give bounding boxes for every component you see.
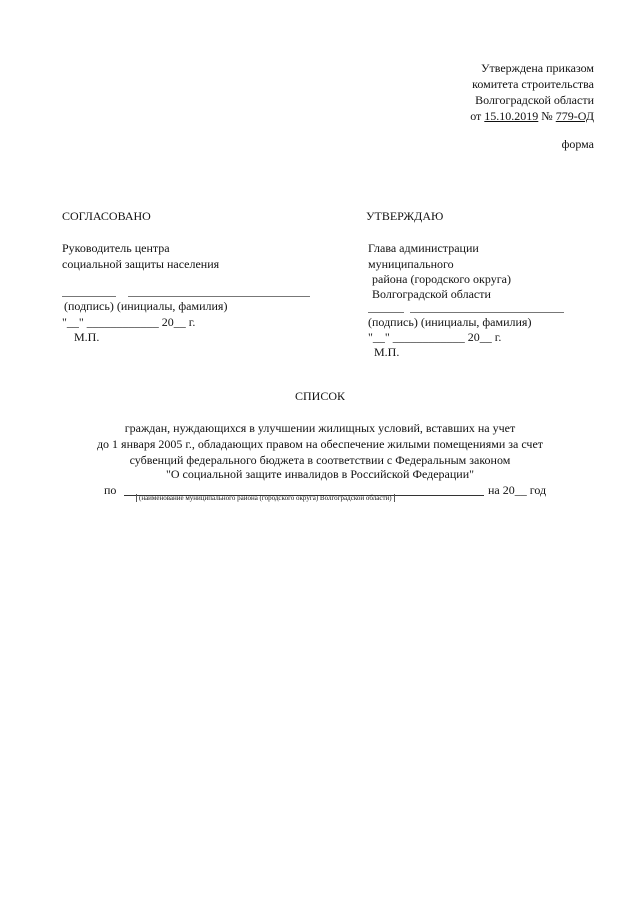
order-number: 779-ОД bbox=[555, 109, 594, 123]
approve-title: УТВЕРЖДАЮ bbox=[366, 209, 444, 223]
year-label: на 20__ год bbox=[488, 483, 547, 497]
approve-date-line: "__" ____________ 20__ г. bbox=[368, 330, 502, 344]
form-label: форма bbox=[561, 137, 594, 151]
approve-position-line-1: Глава администрации bbox=[368, 241, 479, 255]
agreed-date-line: "__" ____________ 20__ г. bbox=[62, 315, 196, 329]
number-label: № bbox=[541, 109, 553, 123]
agreed-title: СОГЛАСОВАНО bbox=[62, 209, 151, 223]
agreed-signature-line bbox=[62, 296, 116, 297]
list-desc-line-3: субвенций федерального бюджета в соответствии с Федеральным законом bbox=[129, 453, 511, 467]
approve-position-line-3: района (городского округа) bbox=[372, 272, 511, 286]
agreed-name-line bbox=[128, 296, 310, 297]
approve-name-line bbox=[410, 312, 564, 313]
order-date: 15.10.2019 bbox=[484, 109, 539, 123]
approve-signature-line bbox=[368, 312, 404, 313]
approve-position-line-4: Волгоградской области bbox=[372, 287, 491, 301]
po-label: по bbox=[104, 483, 117, 497]
district-caption-text: (наименование муниципального района (городского округа) Волгоградской области) bbox=[136, 494, 395, 502]
agreed-sign-caption: (подпись) (инициалы, фамилия) bbox=[64, 299, 228, 313]
approval-line-2: комитета строительства bbox=[472, 77, 594, 91]
list-desc-line-2: до 1 января 2005 г., обладающих правом на обеспечение жилыми помещениями за счет bbox=[96, 437, 544, 451]
approval-line-3: Волгоградской области bbox=[475, 93, 594, 107]
district-caption bbox=[136, 494, 395, 503]
approval-order-line bbox=[470, 108, 594, 124]
approve-position-line-2: муниципального bbox=[368, 257, 454, 271]
agreed-stamp: М.П. bbox=[74, 330, 100, 344]
ot-label: от bbox=[470, 109, 482, 123]
approval-line-1: Утверждена приказом bbox=[481, 61, 594, 75]
agreed-position-line-2: социальной защиты населения bbox=[62, 257, 220, 271]
list-desc-line-1: граждан, нуждающихся в улучшении жилищных условий, вставших на учет bbox=[124, 421, 516, 435]
agreed-position-line-1: Руководитель центра bbox=[62, 241, 170, 255]
list-title: СПИСОК bbox=[294, 389, 345, 403]
approve-sign-caption: (подпись) (инициалы, фамилия) bbox=[368, 315, 532, 329]
approve-stamp: М.П. bbox=[374, 345, 400, 359]
list-desc-line-4: "О социальной защите инвалидов в Российской Федерации" bbox=[165, 467, 475, 481]
